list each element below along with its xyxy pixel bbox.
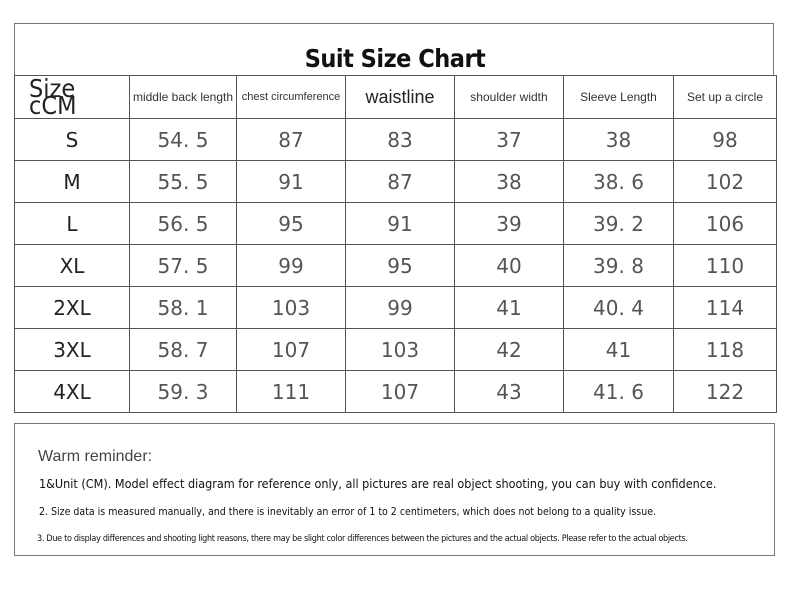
- table-cell: 99: [346, 287, 455, 329]
- table-row: [15, 203, 777, 245]
- header-set-up-a-circle: Set up a circle: [674, 76, 777, 119]
- table-cell: 40. 4: [564, 287, 674, 329]
- table-cell: 98: [674, 119, 777, 161]
- size-cell: 4XL: [15, 371, 130, 413]
- size-table: [14, 75, 777, 413]
- size-cell: S: [15, 119, 130, 161]
- table-cell: 42: [455, 329, 564, 371]
- table-cell: 38: [564, 119, 674, 161]
- table-cell: 91: [346, 203, 455, 245]
- table-row: [15, 161, 777, 203]
- page-title: Suit Size Chart: [304, 44, 486, 73]
- table-cell: 102: [674, 161, 777, 203]
- size-cell: M: [15, 161, 130, 203]
- table-cell: 114: [674, 287, 777, 329]
- table-cell: 39. 8: [564, 245, 674, 287]
- table-cell: 103: [346, 329, 455, 371]
- table-cell: 122: [674, 371, 777, 413]
- header-chest-circumference: chest circumference: [237, 76, 346, 119]
- table-cell: 43: [455, 371, 564, 413]
- table-cell: 41: [564, 329, 674, 371]
- table-row: [15, 287, 777, 329]
- table-cell: 103: [237, 287, 346, 329]
- table-cell: 87: [237, 119, 346, 161]
- table-cell: 95: [346, 245, 455, 287]
- table-cell: 37: [455, 119, 564, 161]
- table-row: [15, 119, 777, 161]
- table-cell: 40: [455, 245, 564, 287]
- table-cell: 55. 5: [130, 161, 237, 203]
- table-cell: 118: [674, 329, 777, 371]
- table-cell: 95: [237, 203, 346, 245]
- table-row: [15, 245, 777, 287]
- size-cell: 3XL: [15, 329, 130, 371]
- size-cell: L: [15, 203, 130, 245]
- table-cell: 38. 6: [564, 161, 674, 203]
- table-row: [15, 371, 777, 413]
- table-cell: 58. 1: [130, 287, 237, 329]
- table-cell: 99: [237, 245, 346, 287]
- table-cell: 54. 5: [130, 119, 237, 161]
- header-sleeve-length: Sleeve Length: [564, 76, 674, 119]
- reminder-box: [14, 423, 775, 556]
- table-cell: 111: [237, 371, 346, 413]
- reminder-heading: Warm reminder:: [38, 448, 153, 465]
- table-cell: 87: [346, 161, 455, 203]
- reminder-note-2: 2. Size data is measured manually, and there is inevitably an error of 1 to 2 centimeters, which does not belong to a quality issue.: [39, 506, 657, 518]
- table-cell: 38: [455, 161, 564, 203]
- table-cell: 39. 2: [564, 203, 674, 245]
- header-waistline: waistline: [346, 76, 455, 119]
- table-cell: 91: [237, 161, 346, 203]
- table-cell: 57. 5: [130, 245, 237, 287]
- table-row: [15, 329, 777, 371]
- table-cell: 107: [346, 371, 455, 413]
- table-cell: 110: [674, 245, 777, 287]
- header-shoulder-width: shoulder width: [455, 76, 564, 119]
- table-cell: 41: [455, 287, 564, 329]
- header-middle-back-length: middle back length: [130, 76, 237, 119]
- reminder-note-3: 3. Due to display differences and shooting light reasons, there may be slight color differences between the pictures and the actual objects. Please refer to the actual objects.: [37, 534, 688, 544]
- table-cell: 58. 7: [130, 329, 237, 371]
- table-cell: 107: [237, 329, 346, 371]
- size-cell: 2XL: [15, 287, 130, 329]
- table-cell: 106: [674, 203, 777, 245]
- reminder-note-1: 1&Unit (CM). Model effect diagram for reference only, all pictures are real object shooting, you can buy with confidence.: [39, 476, 717, 491]
- table-cell: 83: [346, 119, 455, 161]
- table-cell: 39: [455, 203, 564, 245]
- table-cell: 59. 3: [130, 371, 237, 413]
- header-size: Size cCM: [15, 76, 130, 119]
- size-cell: XL: [15, 245, 130, 287]
- table-cell: 41. 6: [564, 371, 674, 413]
- header-row: [15, 76, 777, 119]
- table-cell: 56. 5: [130, 203, 237, 245]
